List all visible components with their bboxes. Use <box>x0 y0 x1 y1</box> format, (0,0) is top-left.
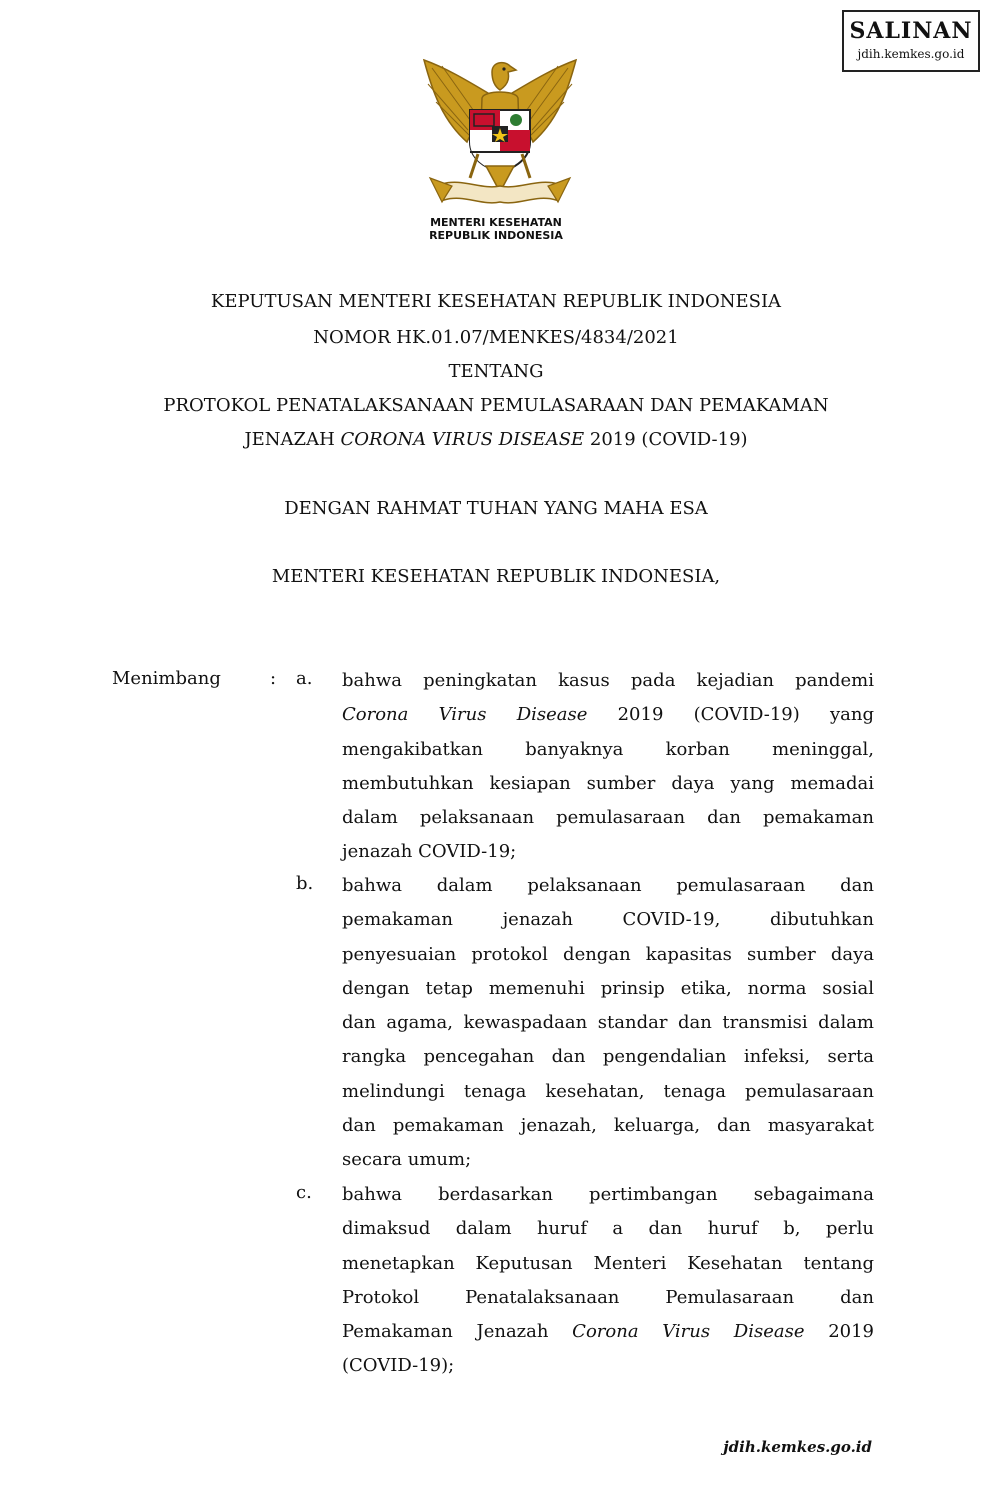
considering-colon: : <box>270 668 277 689</box>
stamp-title: SALINAN <box>849 18 973 44</box>
item-c-line: Pemakaman Jenazah Corona Virus Disease 2019 <box>342 1321 874 1343</box>
title-line-5-post: 2019 (COVID-19) <box>584 429 748 450</box>
considering-item-c <box>342 1178 874 1384</box>
title-line-5-pre: JENAZAH <box>244 429 341 450</box>
considering-item-b <box>342 869 874 1178</box>
item-letter-b: b. <box>296 873 314 894</box>
title-line-5-italic: CORONA VIRUS DISEASE <box>340 429 585 450</box>
item-a-line: bahwa peningkatan kasus pada kejadian pandemi <box>342 670 874 691</box>
item-c-line: bahwa berdasarkan pertimbangan sebagaimana <box>342 1184 874 1205</box>
item-b-line: penyesuaian protokol dengan kapasitas sumber daya <box>342 943 874 965</box>
title-line-1: KEPUTUSAN MENTERI KESEHATAN REPUBLIK INDONESIA <box>210 291 782 312</box>
item-c-line: menetapkan Keputusan Menteri Kesehatan tentang <box>342 1252 874 1274</box>
item-a-line: mengakibatkan banyaknya korban meninggal, <box>342 738 874 760</box>
greeting: DENGAN RAHMAT TUHAN YANG MAHA ESA <box>284 498 708 519</box>
item-letter-c: c. <box>296 1182 312 1203</box>
considering-label: Menimbang <box>112 668 221 689</box>
footer-url: jdih.kemkes.go.id <box>723 1438 872 1456</box>
title-line-4: PROTOKOL PENATALAKSANAAN PEMULASARAAN DAN PEMAKAMAN <box>163 395 829 416</box>
item-c-line: dimaksud dalam huruf a dan huruf b, perlu <box>342 1218 874 1240</box>
item-b-line: bahwa dalam pelaksanaan pemulasaraan dan <box>342 875 874 896</box>
item-b-line: melindungi tenaga kesehatan, tenaga pemulasaraan <box>342 1080 874 1102</box>
stamp-url: jdih.kemkes.go.id <box>857 47 965 61</box>
title-line-5 <box>100 429 892 450</box>
item-b-line: dan pemakaman jenazah, keluarga, dan masyarakat <box>342 1115 874 1137</box>
title-line-3: TENTANG <box>448 361 544 382</box>
item-c-line: Protokol Penatalaksanaan Pemulasaraan dan <box>342 1286 874 1308</box>
salinan-stamp <box>842 10 980 72</box>
title-line-2: NOMOR HK.01.07/MENKES/4834/2021 <box>313 327 679 348</box>
issuer-line-1: MENTERI KESEHATAN <box>430 216 562 229</box>
item-b-line: rangka pencegahan dan pengendalian infeksi, serta <box>342 1046 874 1068</box>
item-c-line: (COVID-19); <box>342 1355 455 1377</box>
garuda-emblem-icon <box>412 50 588 210</box>
minister-line: MENTERI KESEHATAN REPUBLIK INDONESIA, <box>271 566 721 587</box>
item-b-line: dengan tetap memenuhi prinsip etika, norma sosial <box>342 977 874 999</box>
item-a-line: dalam pelaksanaan pemulasaraan dan pemakaman <box>342 807 874 829</box>
considering-item-a <box>342 664 874 870</box>
item-b-line: dan agama, kewaspadaan standar dan transmisi dalam <box>342 1012 874 1034</box>
item-a-line: Corona Virus Disease 2019 (COVID-19) yang <box>342 704 874 726</box>
item-b-line: secara umum; <box>342 1149 472 1171</box>
item-a-line: jenazah COVID-19; <box>342 841 517 863</box>
issuer-block <box>380 216 612 242</box>
issuer-line-2: REPUBLIK INDONESIA <box>429 229 563 242</box>
item-a-line: membutuhkan kesiapan sumber daya yang memadai <box>342 772 874 794</box>
item-letter-a: a. <box>296 668 313 689</box>
item-b-line: pemakaman jenazah COVID-19, dibutuhkan <box>342 909 874 931</box>
